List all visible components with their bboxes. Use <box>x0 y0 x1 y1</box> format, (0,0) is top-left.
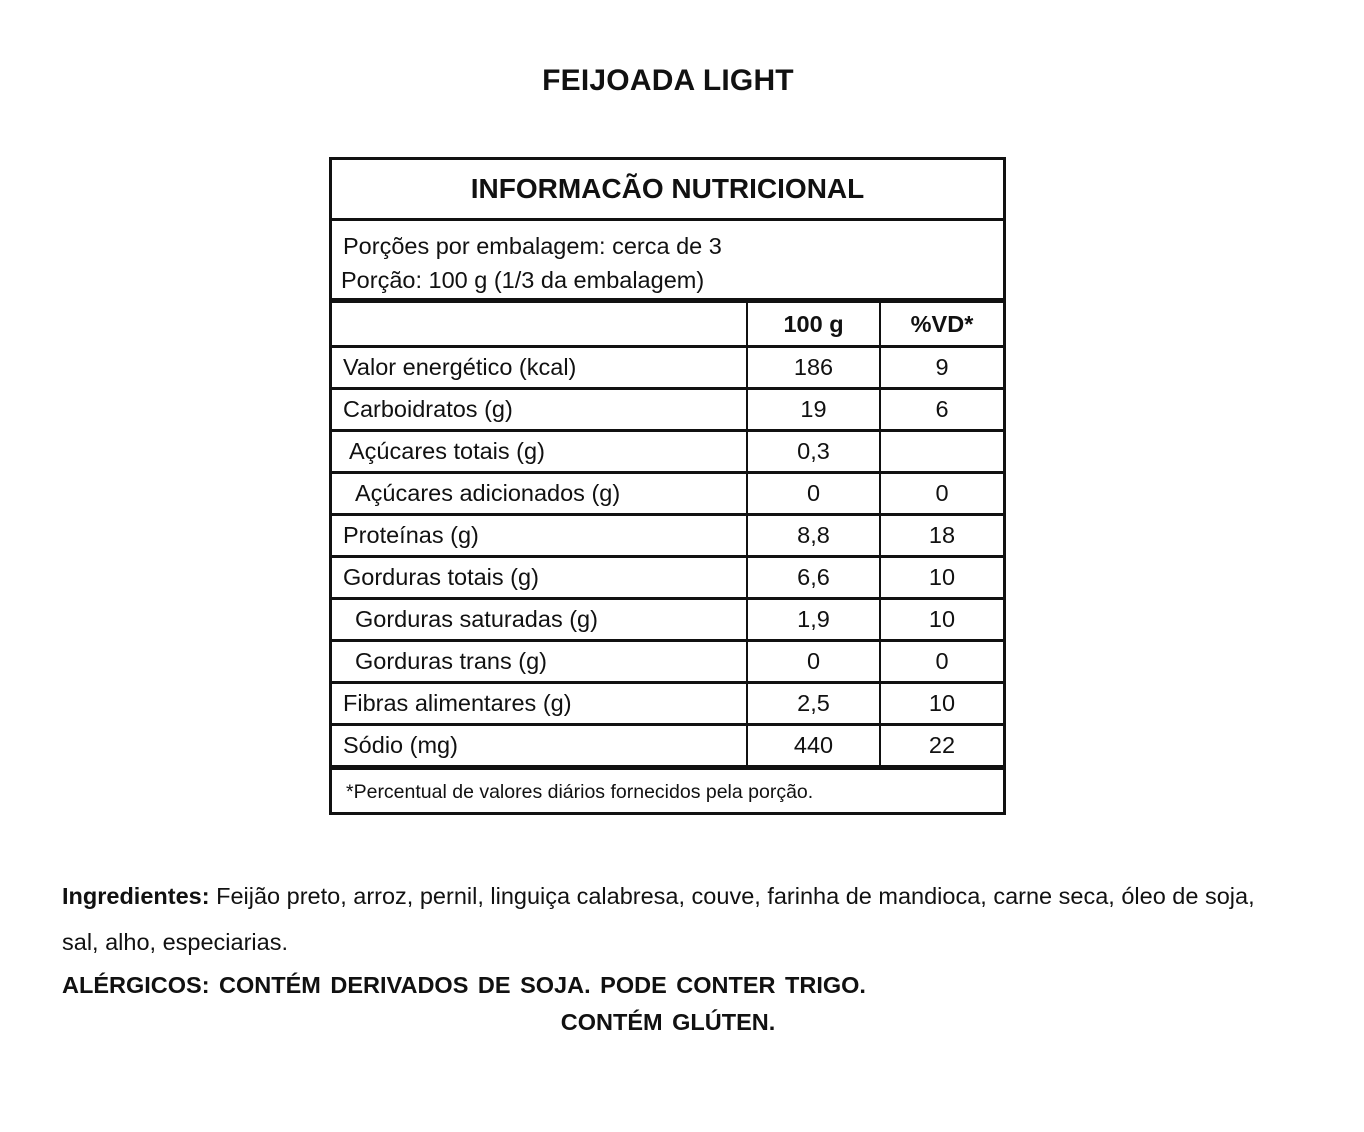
nutrient-name: Açúcares totais (g) <box>332 432 748 471</box>
nutrient-value: 2,5 <box>748 684 881 723</box>
nutrient-name: Gorduras totais (g) <box>332 558 748 597</box>
daily-value-footnote: *Percentual de valores diários fornecidos pela porção. <box>346 780 814 803</box>
nutrient-value: 0,3 <box>748 432 881 471</box>
table-row <box>332 390 1003 432</box>
nutrient-value: 19 <box>748 390 881 429</box>
nutrient-name: Gorduras trans (g) <box>332 642 748 681</box>
table-row <box>332 474 1003 516</box>
column-header-row <box>332 303 1003 348</box>
serving-size: Porção: 100 g (1/3 da embalagem) <box>341 267 705 293</box>
table-row <box>332 432 1003 474</box>
nutrient-dv: 0 <box>935 648 949 674</box>
nutrition-facts-table <box>329 157 1006 815</box>
nutrient-value: 8,8 <box>748 516 881 555</box>
nutrient-name: Carboidratos (g) <box>332 390 748 429</box>
nutrient-dv: 22 <box>928 732 956 758</box>
column-header-dv: %VD* <box>910 310 974 337</box>
nutrient-name: Gorduras saturadas (g) <box>332 600 748 639</box>
ingredients-paragraph <box>62 873 1282 965</box>
nutrient-value: 1,9 <box>748 600 881 639</box>
nutrient-name: Proteínas (g) <box>332 516 748 555</box>
nutrient-dv: 10 <box>928 690 956 716</box>
servings-per-package: Porções por embalagem: cerca de 3 <box>343 233 722 259</box>
nutrient-dv: 6 <box>935 396 949 422</box>
table-row <box>332 684 1003 726</box>
nutrient-name: Sódio (mg) <box>332 726 748 765</box>
nutrient-value: 0 <box>748 642 881 681</box>
product-title: FEIJOADA LIGHT <box>542 64 794 97</box>
serving-info <box>332 221 1003 303</box>
nutrient-dv: 10 <box>928 564 956 590</box>
nutrient-value: 6,6 <box>748 558 881 597</box>
nutrient-dv: 18 <box>928 522 956 548</box>
gluten-warning: CONTÉM GLÚTEN. <box>560 1009 776 1035</box>
table-row <box>332 642 1003 684</box>
allergens-warning: ALÉRGICOS: CONTÉM DERIVADOS DE SOJA. PODE CONTER TRIGO. <box>62 972 866 998</box>
column-header-nutrient <box>332 303 748 345</box>
nutrient-name: Valor energético (kcal) <box>332 348 748 387</box>
nutrition-table-header: INFORMACÃO NUTRICIONAL <box>332 160 1003 221</box>
nutrient-dv <box>881 432 1003 471</box>
ingredients-label: Ingredientes: <box>62 883 210 909</box>
table-row <box>332 558 1003 600</box>
table-row <box>332 726 1003 770</box>
table-row <box>332 348 1003 390</box>
nutrient-dv: 0 <box>935 480 949 506</box>
table-row <box>332 516 1003 558</box>
nutrient-dv: 10 <box>928 606 956 632</box>
table-row <box>332 600 1003 642</box>
nutrient-name: Fibras alimentares (g) <box>332 684 748 723</box>
nutrient-value: 186 <box>748 348 881 387</box>
nutrient-value: 0 <box>748 474 881 513</box>
nutrient-value: 440 <box>748 726 881 765</box>
nutrient-name: Açúcares adicionados (g) <box>332 474 748 513</box>
column-header-100g: 100 g <box>748 303 881 345</box>
nutrient-dv: 9 <box>935 354 949 380</box>
ingredients-text: Feijão preto, arroz, pernil, linguiça calabresa, couve, farinha de mandioca, carne seca, óleo de soja, sal, alho, especiarias. <box>62 883 1255 955</box>
